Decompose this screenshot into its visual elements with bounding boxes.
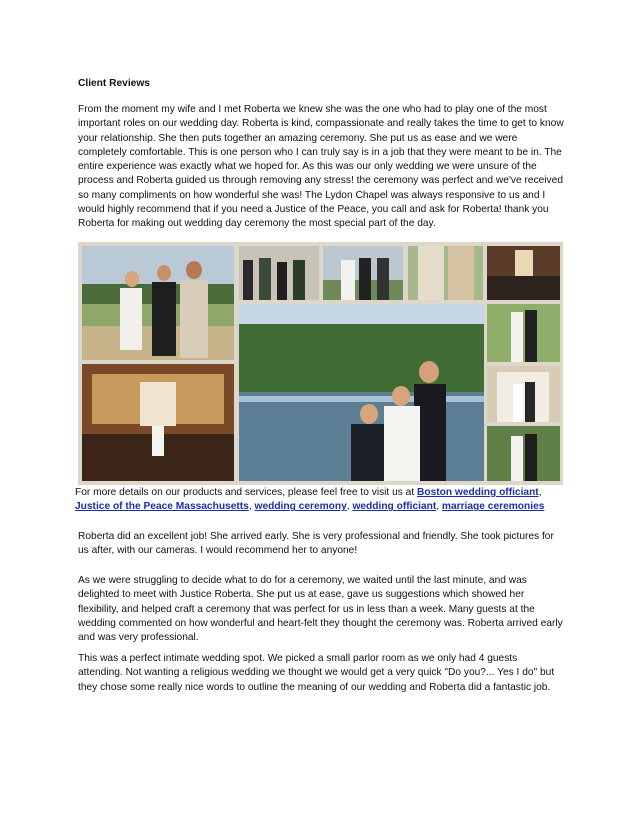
links-intro: For more details on our products and services, please feel free to visit us at (75, 487, 418, 498)
link-marriage-ceremonies[interactable]: marriage ceremonies (441, 501, 545, 513)
photo-couple-outdoor (487, 304, 560, 362)
link-wedding-ceremony[interactable]: wedding ceremony (254, 501, 347, 513)
review-paragraph-1: From the moment my wife and I met Roberta we knew she was the one who had to play one of the most important roles on our wedding day. Roberta is kind, compassionate and really takes the time to get to know your relationship. She then puts together an amazing ceremony. She put us as ease and we were completely comfortable. This is one person who I can truly say is in a job that they were meant to be in. The entire experience was exactly what we hoped for. As this was our only wedding we were unsure of the process and Roberta guided us through removing any stress! the ceremony was perfect and we've received so many compliments on how wonderful she was! The Lydon Chapel was always responsive to us and I would highly recommend that if you need a Justice of the Peace, you call and ask for Roberta! thank you Roberta for making out wedding day ceremony the most special part of the day. (78, 104, 564, 230)
photo-holding-hands (408, 246, 483, 300)
review-paragraph-3: As we were struggling to decide what to do for a ceremony, we waited until the last minute, and was delighted to meet with Justice Roberta. She put us at ease, gave us suggestions which showed her flexibility, and helped craft a ceremony that was perfect for us in less than a week. Many guests at the wedding commented on how wonderful and heart-felt they thought the ceremony was. Roberta arrived early and was very professional. (78, 575, 563, 644)
photo-outdoor-ceremony (82, 246, 234, 360)
links-paragraph (75, 486, 567, 515)
links-separator: , (436, 501, 442, 513)
photo-gazebo (487, 366, 560, 422)
link-justice-of-the-peace[interactable]: Justice of the Peace Massachusetts (75, 501, 249, 513)
photo-garden-couple (487, 426, 560, 481)
photo-group-ceremony (239, 246, 319, 300)
photo-lakeside-ceremony (239, 304, 484, 481)
link-boston-wedding-officiant[interactable]: Boston wedding officiant (417, 487, 539, 498)
photo-chapel-aisle (487, 246, 560, 300)
photo-couple-vows (323, 246, 403, 300)
review-paragraph-2: Roberta did an excellent job! She arrived early. She is very professional and friendly. She took pictures for us after, with our cameras. I would recommend her to anyone! (78, 531, 554, 557)
links-separator: , (248, 501, 255, 513)
link-wedding-officiant[interactable]: wedding officiant (352, 501, 437, 513)
photo-barn-ceremony (82, 364, 234, 481)
section-heading: Client Reviews (78, 78, 150, 89)
links-separator: , (538, 487, 542, 498)
wedding-photo-collage (78, 242, 563, 485)
links-separator: , (346, 501, 353, 513)
review-paragraph-4: This was a perfect intimate wedding spot. We picked a small parlor room as we only had 4 guests attending. Not wanting a religious wedding we thought we would get a very quick "Do you?... Yes I do" but they chose some really nice words to outline the meaning of our wedding and Roberta did a fantastic job. (78, 653, 555, 693)
